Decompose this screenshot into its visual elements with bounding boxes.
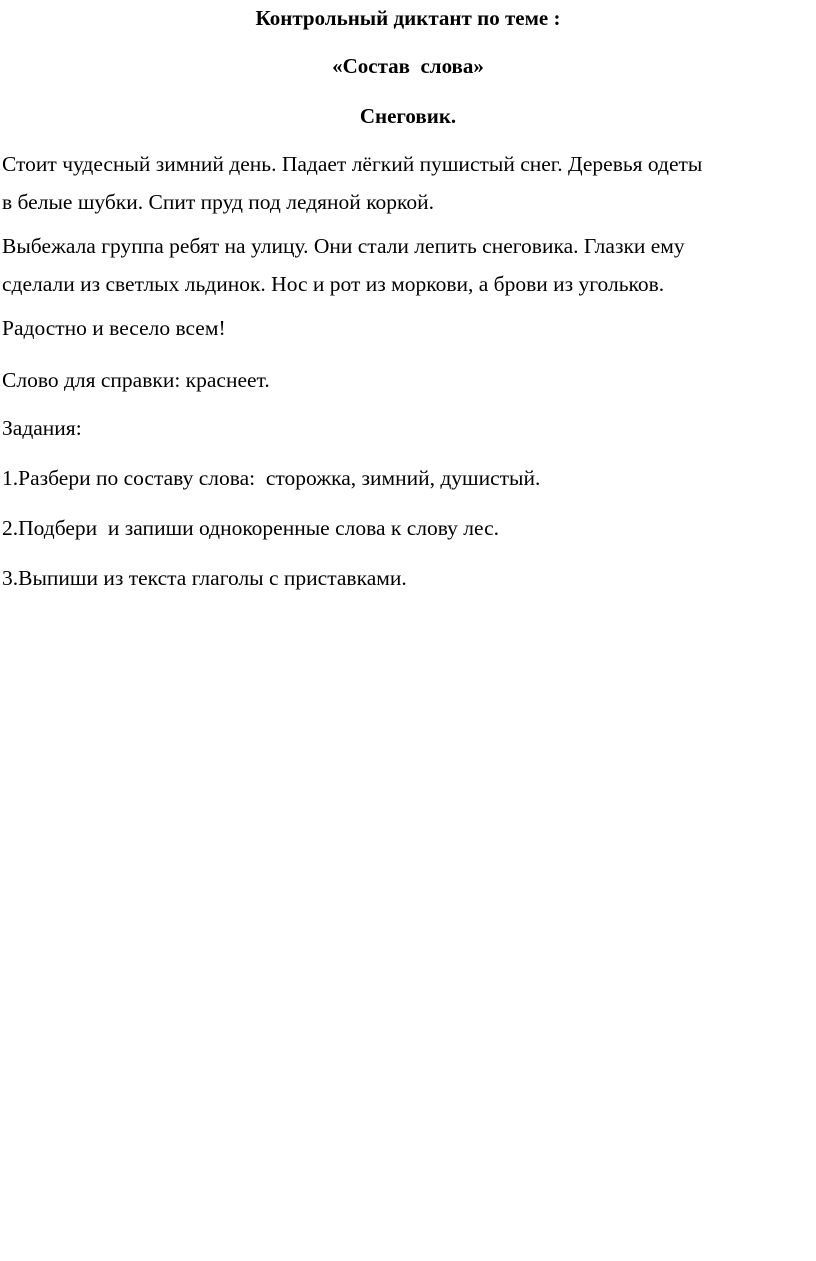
- paragraph-1: [2, 145, 812, 221]
- title-line-2: «Состав слова»: [332, 54, 484, 78]
- task-1: 1.Разбери по составу слова: сторожка, зимний, душистый.: [2, 466, 541, 490]
- task-2: 2.Подбери и запиши однокоренные слова к слову лес.: [2, 516, 500, 540]
- paragraph-3: Радостно и весело всем!: [2, 316, 226, 340]
- reference-word: Слово для справки: краснеет.: [2, 368, 270, 392]
- tasks-heading: Задания:: [2, 416, 82, 440]
- paragraph-2: [2, 227, 812, 303]
- title-line-3: Снеговик.: [359, 104, 457, 128]
- paragraph-1-line-1: Стоит чудесный зимний день. Падает лёгкий пушистый снег. Деревья одеты: [2, 152, 703, 176]
- paragraph-1-line-2: в белые шубки. Спит пруд под ледяной коркой.: [2, 190, 435, 214]
- title-line-1: Контрольный диктант по теме :: [255, 6, 561, 30]
- paragraph-2-line-2: сделали из светлых льдинок. Нос и рот из моркови, а брови из угольков.: [2, 272, 665, 296]
- paragraph-2-line-1: Выбежала группа ребят на улицу. Они стали лепить снеговика. Глазки ему: [2, 234, 685, 258]
- task-3: 3.Выпиши из текста глаголы с приставками.: [2, 566, 407, 590]
